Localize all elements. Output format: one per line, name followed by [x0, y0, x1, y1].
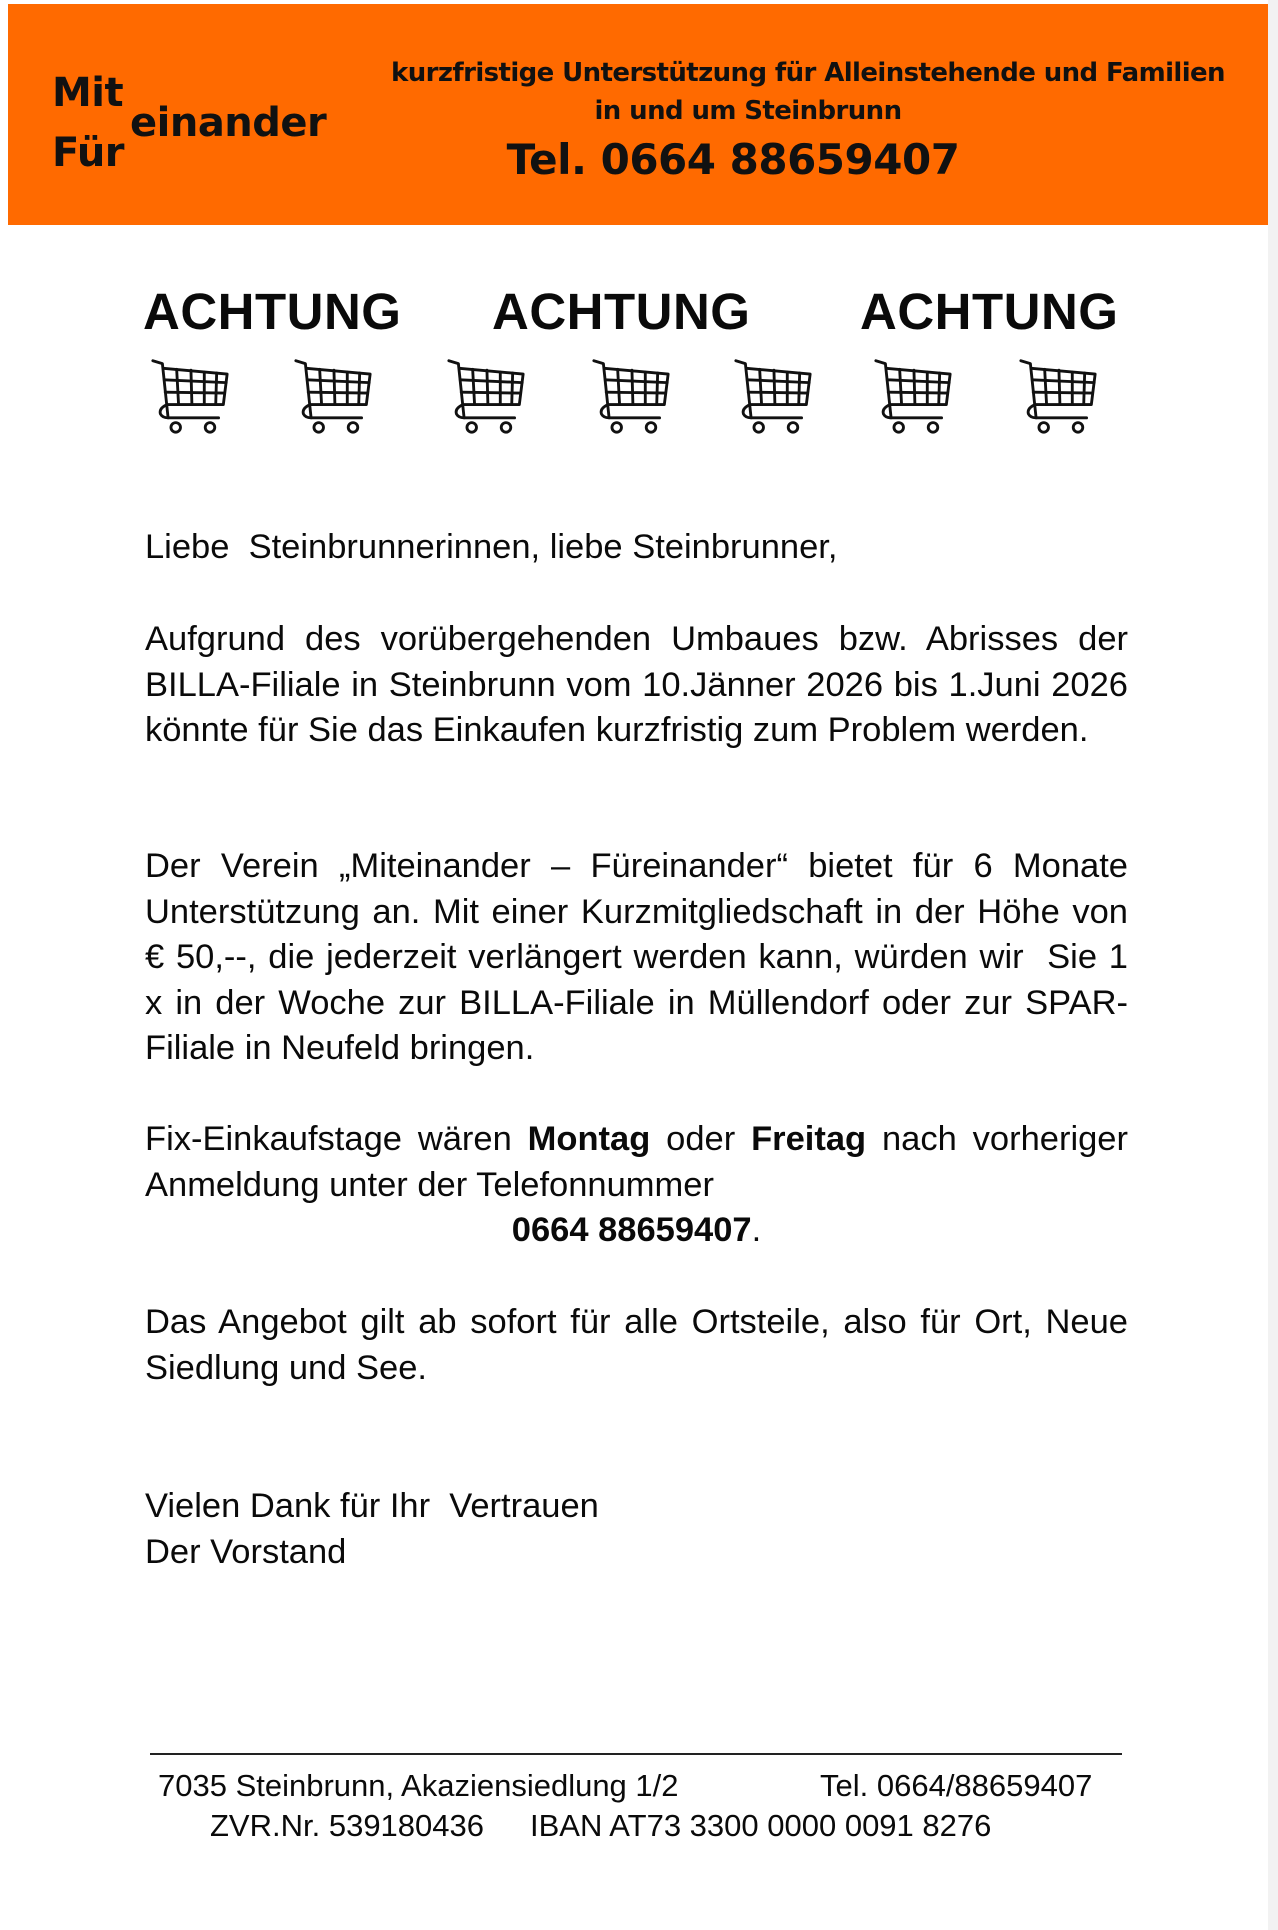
paragraph-closure-notice: Aufgrund des vorübergehenden Umbaues bzw. Abrisses der BILLA-Filiale in Steinbrunn vom 10.Jänner 2026 bis 1.Juni 2026 könnte für Sie das Einkaufen kurzfristig zum Problem werden. — [145, 620, 1128, 749]
header-banner — [8, 4, 1268, 225]
shopping-days-or: oder — [650, 1120, 752, 1158]
tagline-line1: kurzfristige Unterstützung für Alleinstehende und Familien — [391, 58, 1225, 88]
shopping-cart-icon — [147, 355, 233, 435]
page-edge — [1268, 0, 1278, 1930]
paragraph-offer: Der Verein „Miteinander – Füreinander“ bietet für 6 Monate Unterstützung an. Mit einer Kurzmitgliedschaft in der Höhe von € 50,--, die jederzeit verlängert werden kann, würden wir Sie 1 x in der Woche zur BILLA-Filiale in Müllendorf oder zur SPAR-Filiale in Neufeld bringen. — [145, 847, 1138, 1067]
logo-fur: Für — [52, 130, 125, 176]
headline-achtung-2: ACHTUNG — [492, 283, 751, 340]
greeting: Liebe Steinbrunnerinnen, liebe Steinbrunner, — [145, 528, 838, 566]
shopping-days-text: Fix-Einkaufstage wären — [145, 1120, 528, 1158]
banner-phone: Tel. 0664 88659407 — [506, 135, 960, 184]
footer-address-line — [158, 1766, 1118, 1806]
footer-address: 7035 Steinbrunn, Akaziensiedlung 1/2 — [158, 1768, 679, 1803]
registration-phone[interactable]: 0664 88659407 — [511, 1211, 752, 1249]
footer-divider — [150, 1753, 1122, 1755]
logo-mit: Mit — [52, 70, 124, 116]
phone-period: . — [751, 1211, 762, 1249]
footer-zvr: ZVR.Nr. 539180436 — [210, 1808, 485, 1843]
banner-info — [348, 54, 1268, 190]
headline-achtung-3: ACHTUNG — [860, 283, 1119, 340]
closing-thanks: Vielen Dank für Ihr Vertrauen — [145, 1487, 599, 1525]
tagline-line2: in und um Steinbrunn — [594, 96, 902, 126]
paragraph-shopping-days — [145, 1117, 1128, 1254]
shopping-cart-icon — [1015, 355, 1101, 435]
shopping-cart-icon — [290, 355, 376, 435]
day-friday: Freitag — [751, 1120, 867, 1158]
closing — [145, 1484, 1128, 1575]
footer-iban: IBAN AT73 3300 0000 0091 8276 — [530, 1808, 992, 1843]
day-monday: Montag — [527, 1120, 651, 1158]
headline-achtung-1: ACHTUNG — [143, 283, 402, 340]
paragraph-coverage: Das Angebot gilt ab sofort für alle Ortsteile, also für Ort, Neue Siedlung und See. — [145, 1303, 1128, 1387]
shopping-cart-icon — [588, 355, 674, 435]
footer-registration-line — [210, 1806, 991, 1846]
footer-phone[interactable]: Tel. 0664/88659407 — [820, 1768, 1093, 1803]
registration-phone-line — [145, 1208, 1128, 1254]
logo-einander: einander — [130, 100, 327, 146]
closing-signature: Der Vorstand — [145, 1532, 347, 1571]
shopping-cart-icon — [730, 355, 816, 435]
shopping-cart-icon — [443, 355, 529, 435]
shopping-cart-icon — [870, 355, 956, 435]
shopping-days-registration: nach vorheriger Anmeldung unter der Telefonnummer — [145, 1120, 1128, 1204]
